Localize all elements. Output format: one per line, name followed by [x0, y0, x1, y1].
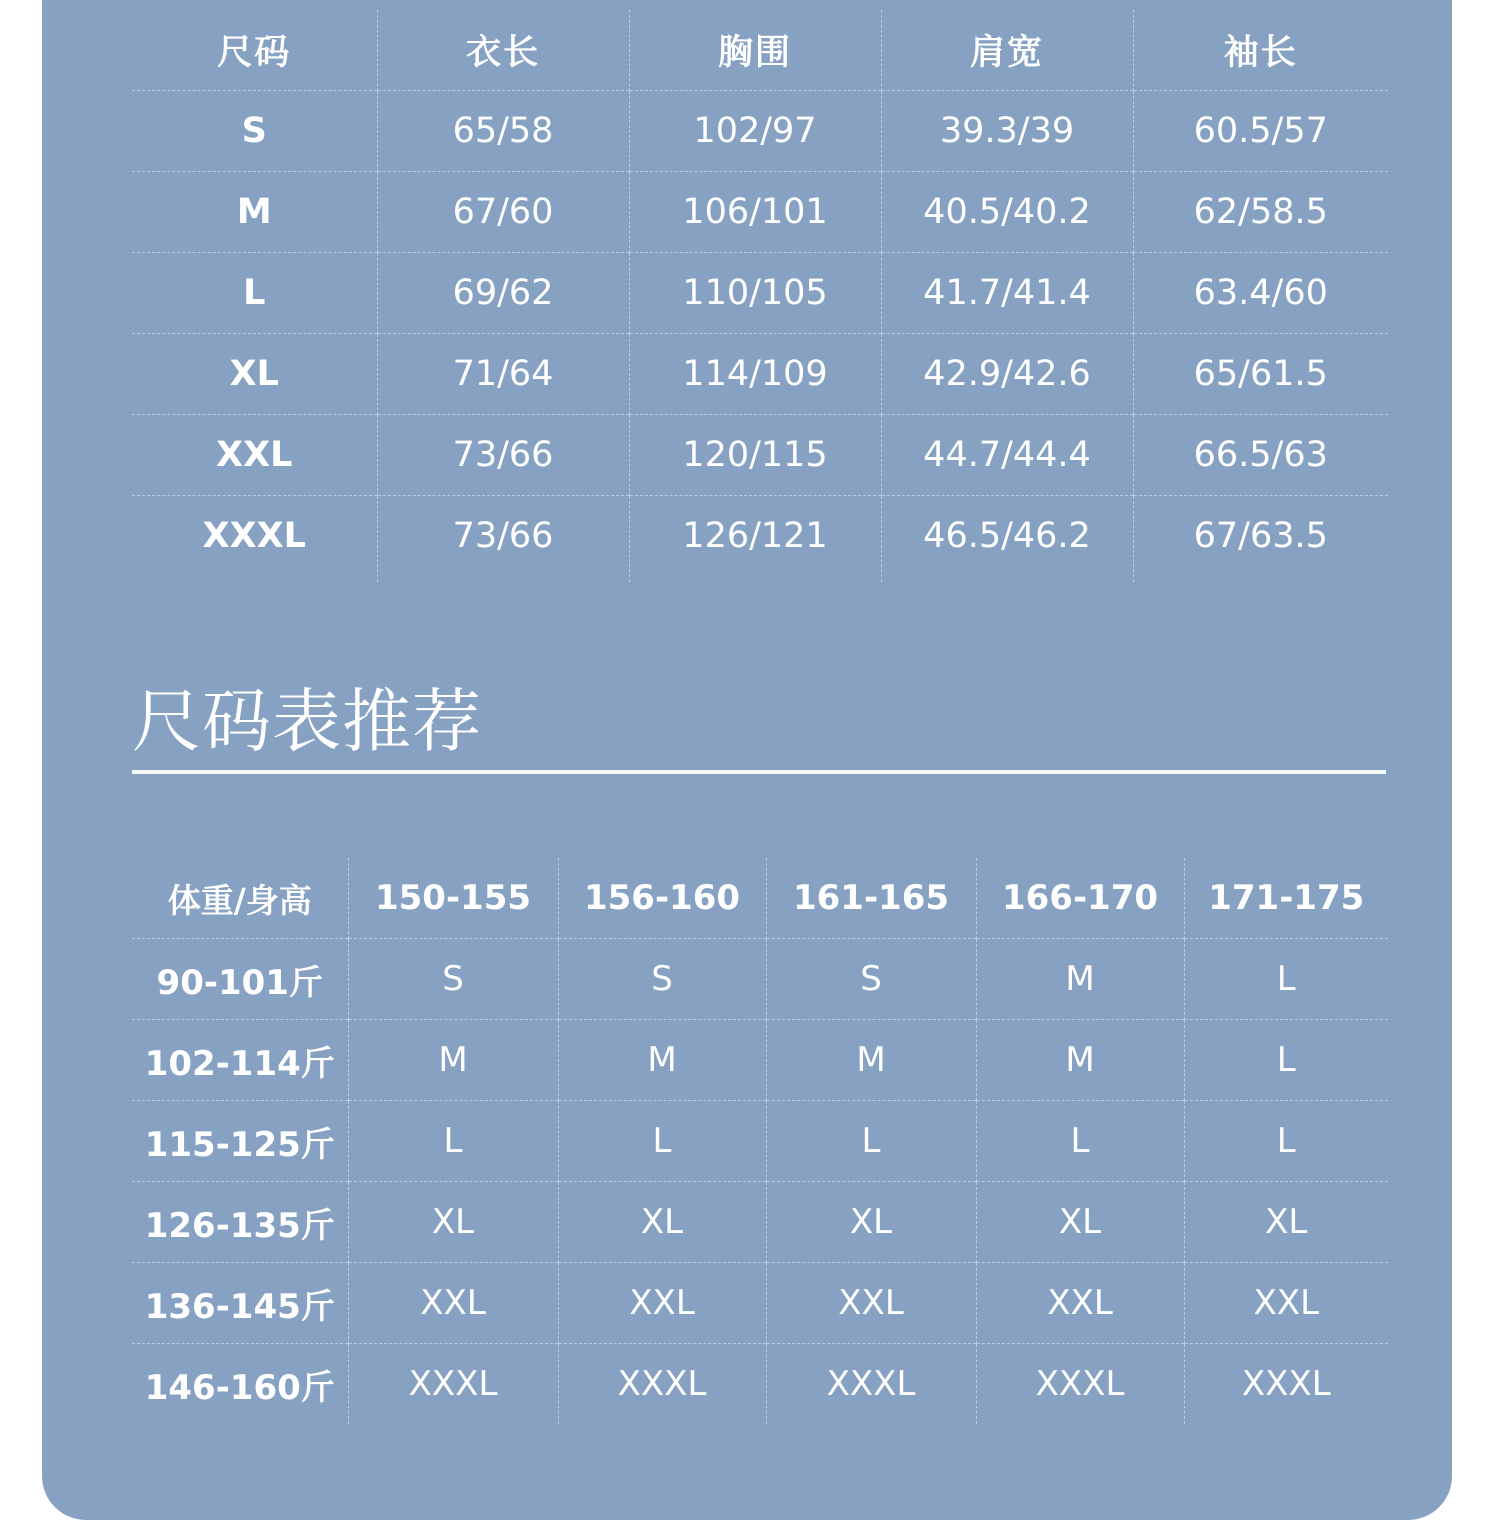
size-measurement-table: [132, 10, 1388, 582]
table-cell: 106/101: [629, 172, 881, 253]
column-header-shoulder: 肩宽: [881, 10, 1133, 91]
weight-cell: 146-160斤: [132, 1344, 348, 1425]
size-cell: L: [132, 253, 377, 334]
table-cell: M: [558, 1020, 766, 1101]
table-cell: 73/66: [377, 415, 629, 496]
table-cell: M: [766, 1020, 976, 1101]
table-cell: 60.5/57: [1193, 111, 1328, 151]
table-cell: L: [766, 1101, 976, 1182]
column-header-length: 衣长: [377, 10, 629, 91]
size-cell: M: [132, 172, 377, 253]
table-cell: 39.3/39: [881, 91, 1133, 172]
table-cell: XL: [976, 1182, 1184, 1263]
size-recommendation-table: [132, 858, 1388, 1424]
table-cell: 126/121: [629, 496, 881, 583]
column-header-sleeve: 袖长: [1223, 33, 1298, 73]
size-cell: S: [132, 91, 377, 172]
height-header: 156-160: [558, 858, 766, 939]
corner-header: 体重/身高: [132, 858, 348, 939]
table-cell: 110/105: [629, 253, 881, 334]
weight-cell: 102-114斤: [132, 1020, 348, 1101]
table-cell: S: [348, 939, 558, 1020]
table-cell: 66.5/63: [1193, 435, 1328, 475]
table-cell: XXL: [1253, 1283, 1320, 1323]
title-divider: [132, 770, 1386, 774]
table-row: [132, 939, 1388, 1020]
table-row: [132, 334, 1388, 415]
table-cell: 120/115: [629, 415, 881, 496]
weight-cell: 136-145斤: [132, 1263, 348, 1344]
table-cell: L: [1276, 1121, 1296, 1161]
table-cell: 73/66: [377, 496, 629, 583]
table-cell: 46.5/46.2: [881, 496, 1133, 583]
table-cell: XXXL: [558, 1344, 766, 1425]
size-cell: XXXL: [132, 496, 377, 583]
table-cell: XXL: [558, 1263, 766, 1344]
table-cell: 69/62: [377, 253, 629, 334]
table-cell: XXL: [348, 1263, 558, 1344]
table-cell: L: [558, 1101, 766, 1182]
section-title: 尺码表推荐: [132, 682, 482, 762]
table-cell: XXL: [976, 1263, 1184, 1344]
table-cell: M: [976, 939, 1184, 1020]
table-row: [132, 1263, 1388, 1344]
weight-cell: 90-101斤: [132, 939, 348, 1020]
table-cell: 67/63.5: [1193, 516, 1328, 556]
table-cell: XXXL: [348, 1344, 558, 1425]
table-cell: XL: [1265, 1202, 1308, 1242]
table-cell: 65/61.5: [1193, 354, 1328, 394]
table-cell: 40.5/40.2: [881, 172, 1133, 253]
table-row: [132, 91, 1388, 172]
table-cell: 65/58: [377, 91, 629, 172]
table-cell: XXXL: [1241, 1364, 1331, 1404]
height-header: 161-165: [766, 858, 976, 939]
table-cell: L: [976, 1101, 1184, 1182]
table-row: [132, 1344, 1388, 1425]
height-header: 150-155: [348, 858, 558, 939]
table-row: [132, 1020, 1388, 1101]
table-cell: XXXL: [766, 1344, 976, 1425]
table-row: [132, 172, 1388, 253]
table-cell: XL: [558, 1182, 766, 1263]
table-cell: 62/58.5: [1193, 192, 1328, 232]
table-cell: XL: [348, 1182, 558, 1263]
table-row: [132, 1101, 1388, 1182]
table-row: [132, 496, 1388, 583]
table-cell: S: [558, 939, 766, 1020]
table-row: [132, 253, 1388, 334]
table-cell: S: [766, 939, 976, 1020]
column-header-size: 尺码: [132, 10, 377, 91]
column-header-chest: 胸围: [629, 10, 881, 91]
table-row: [132, 415, 1388, 496]
table-cell: M: [976, 1020, 1184, 1101]
table-header-row: [132, 10, 1388, 91]
weight-cell: 115-125斤: [132, 1101, 348, 1182]
table-header-row: [132, 858, 1388, 939]
table-cell: 67/60: [377, 172, 629, 253]
table-cell: XXXL: [976, 1344, 1184, 1425]
table-cell: 102/97: [629, 91, 881, 172]
weight-cell: 126-135斤: [132, 1182, 348, 1263]
table-cell: 41.7/41.4: [881, 253, 1133, 334]
size-cell: XXL: [132, 415, 377, 496]
table-cell: XXL: [766, 1263, 976, 1344]
table-cell: L: [1276, 959, 1296, 999]
table-cell: L: [348, 1101, 558, 1182]
table-cell: 71/64: [377, 334, 629, 415]
size-cell: XL: [132, 334, 377, 415]
table-cell: XL: [766, 1182, 976, 1263]
table-cell: 63.4/60: [1193, 273, 1328, 313]
table-cell: 42.9/42.6: [881, 334, 1133, 415]
height-header: 166-170: [976, 858, 1184, 939]
height-header: 171-175: [1208, 878, 1365, 918]
table-cell: L: [1276, 1040, 1296, 1080]
table-cell: 44.7/44.4: [881, 415, 1133, 496]
table-cell: 114/109: [629, 334, 881, 415]
table-cell: M: [348, 1020, 558, 1101]
table-row: [132, 1182, 1388, 1263]
